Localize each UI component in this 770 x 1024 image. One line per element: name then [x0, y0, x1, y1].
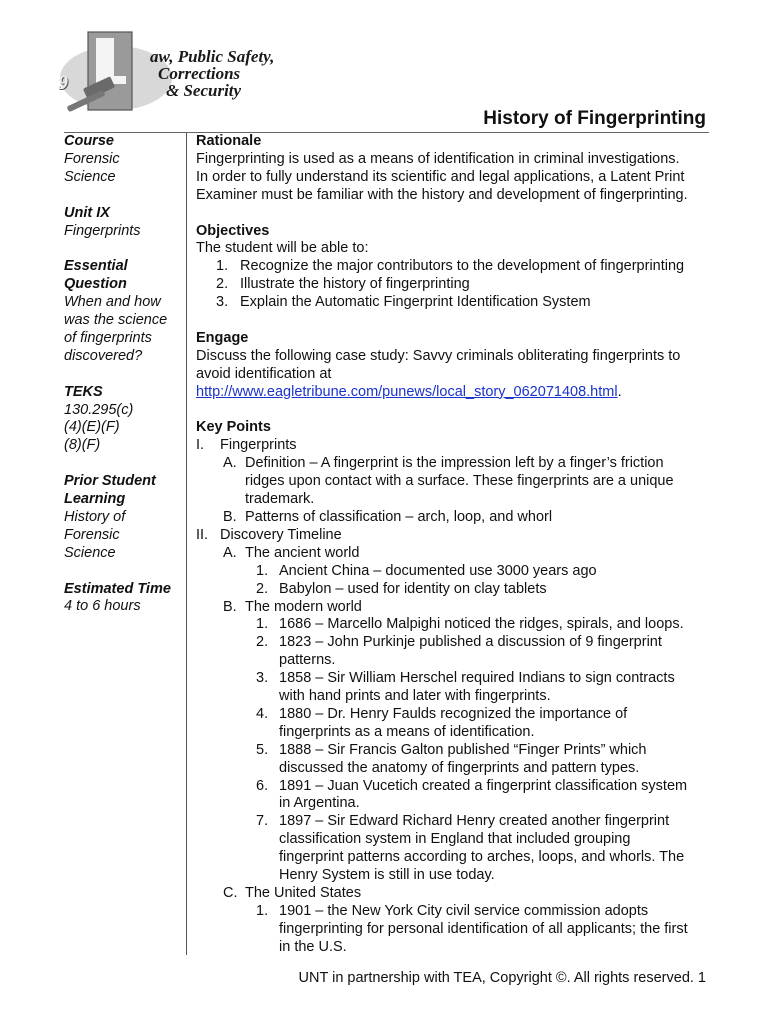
outline-text: 1901 – the New York City civil service commission adopts	[279, 902, 649, 919]
unit-value: Fingerprints	[64, 222, 141, 239]
column-divider	[186, 133, 187, 955]
outline-marker: I.	[196, 437, 205, 454]
outline-marker: 4.	[256, 705, 269, 722]
prior-learning-label: Learning	[64, 491, 126, 508]
outline-marker: 2.	[256, 580, 269, 597]
outline-text: trademark.	[245, 491, 315, 508]
list-text: Explain the Automatic Fingerprint Identification System	[240, 294, 591, 311]
list-item	[196, 294, 710, 312]
outline-text: Discovery Timeline	[220, 526, 342, 543]
outline-item	[196, 563, 710, 581]
unit-label: Unit IX	[64, 204, 110, 221]
outline-text: in Argentina.	[279, 795, 360, 812]
essential-question-line: of fingerprints	[64, 329, 152, 346]
page-footer: UNT in partnership with TEA, Copyright ©. All rights reserved. 1	[298, 970, 706, 986]
outline-text: 1888 – Sir Francis Galton published “Finger Prints” which	[279, 741, 647, 758]
outline-text: The ancient world	[245, 544, 360, 561]
estimated-time-value: 4 to 6 hours	[64, 598, 141, 615]
course-label: Course	[64, 133, 114, 149]
logo	[58, 28, 275, 112]
outline-marker: C.	[223, 885, 238, 902]
outline-text: 1897 – Sir Edward Richard Henry created another fingerprint	[279, 813, 670, 830]
objectives-heading: Objectives	[196, 222, 270, 239]
rationale-line: Examiner must be familiar with the history and development of fingerprinting.	[196, 186, 688, 203]
link-period: .	[617, 383, 622, 400]
timeline-item	[196, 670, 710, 706]
outline-text: discussed the anatomy of fingerprints and pattern types.	[279, 759, 640, 776]
outline-marker: II.	[196, 526, 209, 543]
list-number: 3.	[216, 294, 229, 311]
teks-line: (4)(E)(F)	[64, 419, 120, 436]
teks-line: 130.295(c)	[64, 401, 134, 418]
outline-marker: A.	[223, 544, 237, 561]
outline-text: in the U.S.	[279, 938, 347, 955]
rationale-line: Fingerprinting is used as a means of identification in criminal investigations.	[196, 150, 680, 167]
outline-marker: A.	[223, 455, 237, 472]
key-points-heading: Key Points	[196, 419, 271, 436]
outline-marker: 1.	[256, 902, 269, 919]
outline-marker: 7.	[256, 813, 269, 830]
outline-text: Fingerprints	[220, 437, 297, 454]
outline-text: fingerprints as a means of identification.	[279, 723, 535, 740]
essential-question-line: When and how	[64, 294, 161, 311]
list-text: Illustrate the history of fingerprinting	[240, 276, 470, 293]
outline-text: 1686 – Marcello Malpighi noticed the ridges, spirals, and loops.	[279, 616, 684, 633]
essential-question-line: discovered?	[64, 347, 143, 364]
timeline-item	[196, 634, 710, 670]
sidebar	[64, 133, 182, 616]
engage-heading: Engage	[196, 329, 249, 346]
outline-text: fingerprinting for personal identification of all applicants; the first	[279, 920, 688, 937]
outline-text: 1858 – Sir William Herschel required Indians to sign contracts	[279, 670, 675, 687]
prior-learning-line: Science	[64, 544, 116, 561]
outline-item	[196, 455, 710, 509]
outline-item	[196, 545, 710, 563]
estimated-time-label: Estimated Time	[64, 580, 171, 597]
teks-line: (8)(F)	[64, 437, 101, 454]
outline-marker: 2.	[256, 634, 269, 651]
outline-text: Definition – A fingerprint is the impression left by a finger’s friction	[245, 455, 664, 472]
outline-item	[196, 509, 710, 527]
outline-marker: 3.	[256, 670, 269, 687]
list-number: 1.	[216, 258, 229, 275]
outline-text: patterns.	[279, 652, 336, 669]
timeline-item	[196, 616, 710, 634]
case-study-link[interactable]: http://www.eagletribune.com/punews/local_story_062071408.html	[196, 383, 618, 400]
rationale-heading: Rationale	[196, 133, 262, 149]
outline-text: The modern world	[245, 598, 362, 615]
logo-line-3: & Security	[166, 81, 242, 100]
outline-text: Patterns of classification – arch, loop, and whorl	[245, 508, 553, 525]
outline-marker: 5.	[256, 741, 269, 758]
outline-text: 1880 – Dr. Henry Faulds recognized the importance of	[279, 705, 628, 722]
outline-text: 1891 – Juan Vucetich created a fingerprint classification system	[279, 777, 688, 794]
outline-text: The United States	[245, 885, 362, 902]
outline-text: ridges upon contact with a surface. These fingerprints are a unique	[245, 473, 674, 490]
list-item	[196, 276, 710, 294]
outline-marker: B.	[223, 598, 237, 615]
list-number: 2.	[216, 276, 229, 293]
timeline-item	[196, 742, 710, 778]
prior-learning-line: History of	[64, 508, 126, 525]
list-item	[196, 258, 710, 276]
page-title: History of Fingerprinting	[483, 108, 706, 129]
outline-text: Henry System is still in use today.	[279, 867, 495, 884]
logo-line-1: aw, Public Safety,	[150, 47, 275, 66]
outline-item	[196, 885, 710, 903]
engage-link-line	[196, 384, 710, 402]
outline-marker: 6.	[256, 777, 269, 794]
outline-item	[196, 437, 710, 455]
outline-text: Ancient China – documented use 3000 years ago	[279, 562, 597, 579]
outline-text: with hand prints and later with fingerprints.	[279, 688, 551, 705]
outline-text: fingerprint patterns according to arches, loops, and whorls. The	[279, 849, 685, 866]
course-value-line: Forensic	[64, 150, 120, 167]
outline-marker: B.	[223, 508, 237, 525]
course-value-line: Science	[64, 168, 116, 185]
main-content	[196, 133, 710, 957]
engage-line: Discuss the following case study: Savvy criminals obliterating fingerprints to	[196, 347, 681, 364]
outline-text: 1823 – John Purkinje published a discussion of 9 fingerprint	[279, 634, 662, 651]
outline-marker: 1.	[256, 616, 269, 633]
logo-line-2: Corrections	[158, 64, 241, 83]
prior-learning-line: Forensic	[64, 526, 120, 543]
outline-marker: 1.	[256, 562, 269, 579]
essential-question-label: Question	[64, 276, 127, 293]
essential-question-line: was the science	[64, 312, 168, 329]
timeline-item	[196, 706, 710, 742]
outline-item	[196, 527, 710, 545]
rationale-line: In order to fully understand its scientific and legal applications, a Latent Print	[196, 168, 685, 185]
outline-text: classification system in England that included grouping	[279, 831, 631, 848]
timeline-item	[196, 903, 710, 957]
timeline-item	[196, 813, 710, 885]
essential-question-label: Essential	[64, 258, 128, 275]
logo-badge: 9	[58, 72, 68, 94]
list-text: Recognize the major contributors to the development of fingerprinting	[240, 258, 685, 275]
teks-label: TEKS	[64, 383, 103, 400]
objectives-intro: The student will be able to:	[196, 240, 369, 257]
outline-item	[196, 599, 710, 617]
outline-item	[196, 581, 710, 599]
timeline-item	[196, 778, 710, 814]
outline-text: Babylon – used for identity on clay tablets	[279, 580, 547, 597]
engage-line: avoid identification at	[196, 365, 332, 382]
prior-learning-label: Prior Student	[64, 473, 156, 490]
